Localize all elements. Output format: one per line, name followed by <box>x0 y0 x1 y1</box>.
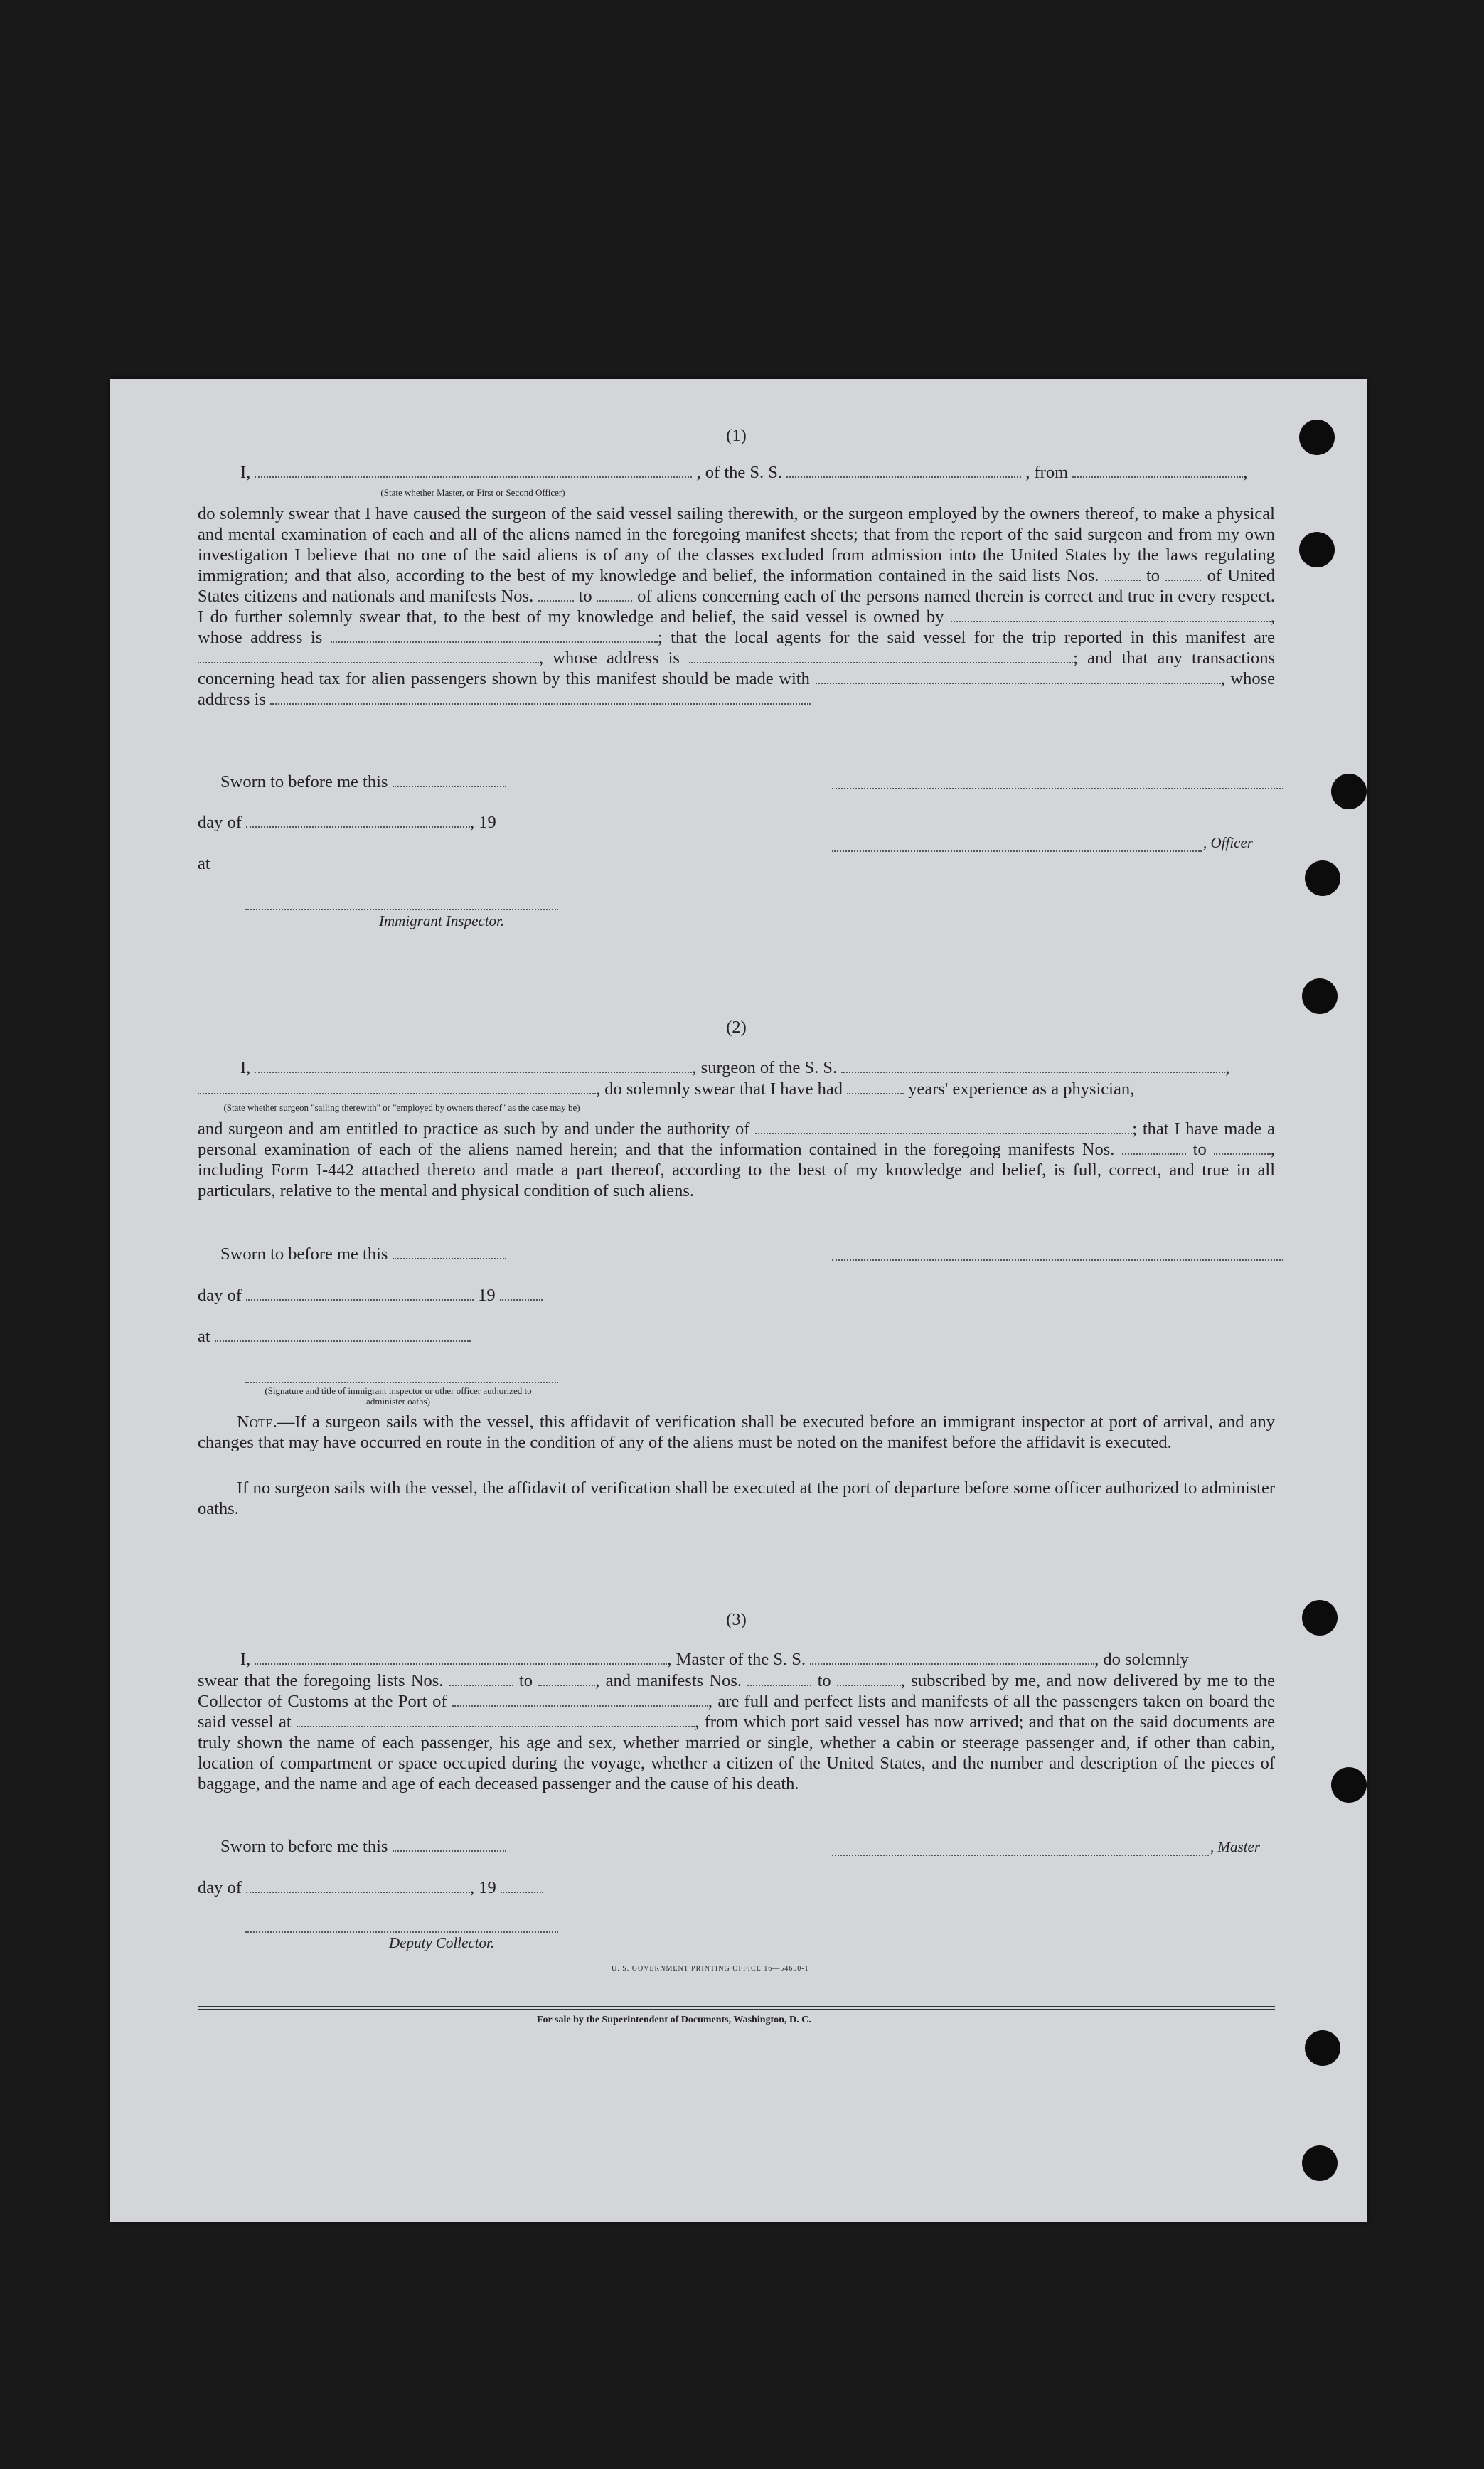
text: , including Form I-442 attached thereto and made a part thereof, according to the best of my knowledge and belief, is full, correct, and true in all particulars, relative to the mental and physical condition of such aliens. <box>198 1140 1275 1200</box>
text: whose address is <box>553 649 680 668</box>
section-3-body <box>198 1670 1275 1794</box>
punch-hole <box>1302 2145 1338 2181</box>
section-2-note <box>198 1412 1275 1453</box>
text: to <box>1192 1140 1207 1159</box>
deputy-signature-line <box>245 1931 558 1933</box>
section-3-day-of <box>198 1878 543 1898</box>
text: do solemnly swear that I have caused the surgeon of the said vessel sailing therewith, or the surgeon employed by the owners thereof, to make a physical and mental examination of each and all of the aliens named in the foregoing manifest sheets; that from the report of the said surgeon and from my own investigation I believe that no one of the said aliens is of any of the classes excluded from admission into the United States by the laws regulating immigration; and that also, according to the best of my knowledge and belief, the information contained in the said lists Nos. <box>198 504 1275 585</box>
section-2-sig-caption: (Signature and title of immigrant inspector or other officer authorized to administer oaths) <box>265 1385 532 1407</box>
text: , from which port said vessel has now arrived; and that on the said documents are truly shown the name of each passenger, his age and sex, whether married or single, whether a cabin or steerage passenger and, if other than cabin, location of compartment or space occupied during the voyage, whether a citizen of the United States, and the number and description of the pieces of baggage, and the name and age of each deceased passenger and the cause of his death. <box>198 1712 1275 1793</box>
text: years' experience as a physician <box>908 1079 1131 1099</box>
punch-hole <box>1305 860 1340 896</box>
punch-hole <box>1299 420 1335 455</box>
text: I, <box>240 463 251 482</box>
text: to <box>518 1671 533 1690</box>
document-page <box>110 379 1367 2222</box>
text: , whose address is <box>198 669 1275 709</box>
punch-hole <box>1302 1600 1338 1636</box>
text: , <box>1243 463 1248 482</box>
text: , 19 <box>470 813 496 832</box>
section-2-number: (2) <box>726 1018 747 1037</box>
officer-title-line <box>832 850 1202 852</box>
section-1-line-1 <box>240 463 1247 483</box>
text: swear that the foregoing lists Nos. <box>198 1671 444 1690</box>
inspector-label: Immigrant Inspector. <box>379 912 505 929</box>
section-3-line-1 <box>240 1650 1189 1670</box>
section-2-sworn <box>220 1244 506 1264</box>
section-2-body <box>198 1119 1275 1201</box>
text: day of <box>198 813 242 832</box>
text: , and manifests Nos. <box>595 1671 742 1690</box>
note-label: Note. <box>237 1412 277 1431</box>
punch-hole <box>1331 774 1367 809</box>
text: I, <box>240 1058 251 1077</box>
text: Sworn to before me this <box>220 1244 388 1264</box>
text: ; <box>1132 1119 1138 1138</box>
text: , Master of the S. S. <box>667 1650 806 1669</box>
text: to <box>1146 566 1160 585</box>
text: of United States citizens and nationals and manifests Nos. <box>198 566 1276 606</box>
section-1-number: (1) <box>726 426 747 445</box>
section-2-line-2 <box>198 1079 1134 1099</box>
punch-hole <box>1305 2030 1340 2066</box>
master-signature-line <box>832 1855 1209 1856</box>
text: to <box>578 587 592 606</box>
text: , 19 <box>470 1878 496 1897</box>
section-2-signature-line <box>832 1259 1283 1261</box>
section-2-official-line <box>245 1382 558 1383</box>
section-1-at <box>198 854 210 874</box>
text: , <box>1225 1058 1230 1077</box>
text: that I have made a personal examination of each of the aliens named herein; and that the information contained in the foregoing manifests Nos. <box>198 1119 1276 1159</box>
punch-hole <box>1299 532 1335 567</box>
text: , are full and perfect lists and manifests of all the passengers taken on board the said vessel at <box>198 1692 1276 1732</box>
printing-office-mark: U. S. GOVERNMENT PRINTING OFFICE 16—54650-1 <box>612 1965 809 1973</box>
text: Sworn to before me this <box>220 772 388 791</box>
section-3-sworn <box>220 1837 506 1857</box>
text: , <box>1130 1079 1135 1099</box>
section-2-line-1 <box>240 1058 1229 1078</box>
text: , do solemnly <box>1094 1650 1189 1669</box>
text: at <box>198 1327 210 1346</box>
deputy-label: Deputy Collector. <box>389 1934 495 1951</box>
text: , whose address is <box>198 607 1275 647</box>
text: and surgeon and am entitled to practice as such by and under the authority of <box>198 1119 750 1138</box>
text: ; and that any transactions concerning head tax for alien passengers shown by this manifest should be made with <box>198 649 1275 688</box>
text: day of <box>198 1878 242 1897</box>
punch-hole <box>1331 1767 1367 1803</box>
section-1-sworn <box>220 772 506 792</box>
footer-text: For sale by the Superintendent of Documents, Washington, D. C. <box>537 2015 811 2025</box>
section-1-body <box>198 503 1275 710</box>
text: , do solemnly swear that I have had <box>596 1079 843 1099</box>
text: ; <box>657 628 663 647</box>
section-1-caption: (State whether Master, or First or Second Officer) <box>380 487 565 498</box>
text: Sworn to before me this <box>220 1837 388 1856</box>
text: , of the S. S. <box>696 463 783 482</box>
section-2-note-2 <box>198 1478 1275 1519</box>
text: , subscribed by me, and now delivered by me to the Collector of Customs at the Port of <box>198 1671 1276 1711</box>
text: that the local agents for the said vessel for the trip reported in this manifest are <box>671 628 1276 647</box>
inspector-signature-line <box>245 909 558 910</box>
text: day of <box>198 1286 242 1305</box>
officer-signature-line <box>832 788 1283 789</box>
section-2-at <box>198 1327 471 1347</box>
footer-rule <box>198 2006 1275 2007</box>
text: 19 <box>478 1286 496 1305</box>
section-2-caption: (State whether surgeon "sailing therewith" or "employed by owners thereof" as the case may be) <box>223 1102 580 1113</box>
footer-rule-thin <box>198 2009 1275 2010</box>
section-3-number: (3) <box>726 1610 747 1629</box>
text: If no surgeon sails with the vessel, the affidavit of verification shall be executed at the port of departure before some officer authorized to administer oaths. <box>198 1478 1275 1518</box>
punch-hole <box>1302 978 1338 1014</box>
master-label: , Master <box>1210 1838 1260 1855</box>
section-2-day-of <box>198 1286 543 1306</box>
text: I, <box>240 1650 251 1669</box>
section-1-day-of <box>198 813 496 833</box>
text: at <box>198 854 210 873</box>
officer-label: , Officer <box>1203 834 1253 851</box>
text: to <box>817 1671 831 1690</box>
text: , from <box>1025 463 1069 482</box>
text: —If a surgeon sails with the vessel, this affidavit of verification shall be executed before an immigrant inspector at port of arrival, and any changes that may have occurred en route in the condition of any of the aliens must be noted on the manifest before the affidavit is executed. <box>198 1412 1275 1452</box>
text: , surgeon of the S. S. <box>692 1058 838 1077</box>
text: , <box>539 649 544 668</box>
text: of aliens concerning each of the persons named therein is correct and true in every respect. I do further solemnly swear that, to the best of my knowledge and belief, the said vessel is owned by <box>198 587 1276 626</box>
